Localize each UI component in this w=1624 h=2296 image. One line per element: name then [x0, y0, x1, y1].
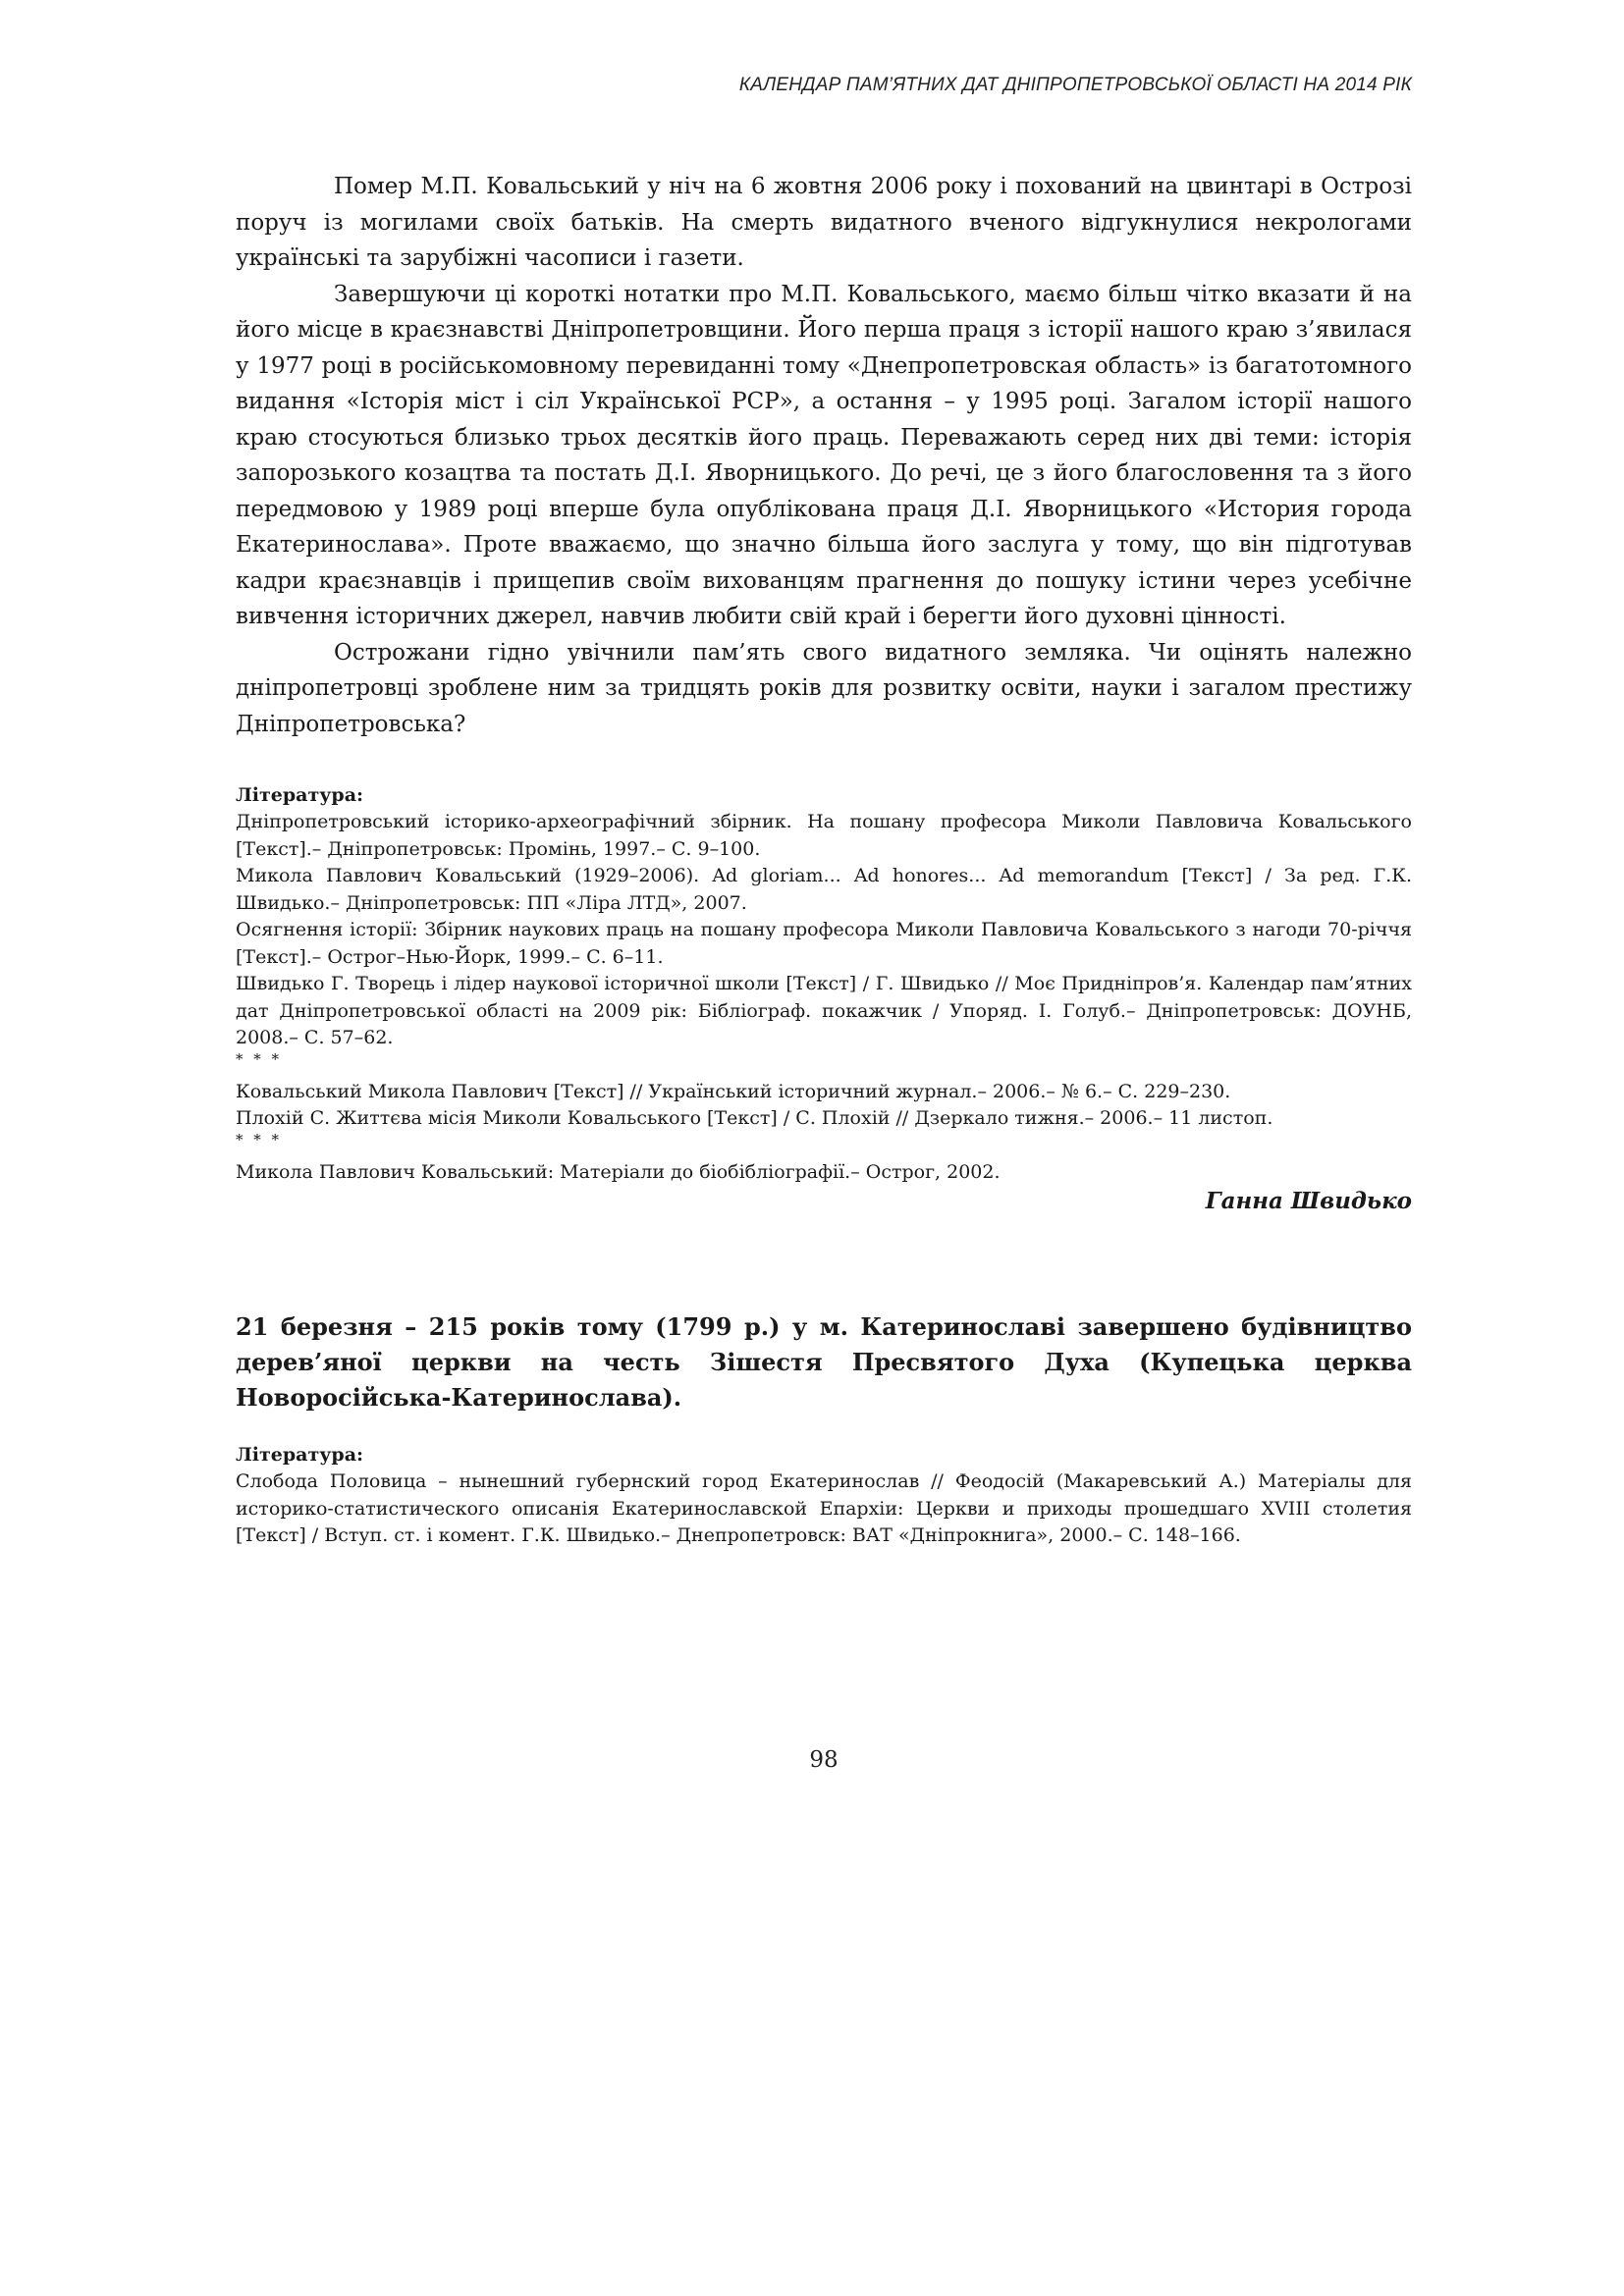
page-content — [236, 169, 1412, 1550]
event-heading: 21 березня – 215 років тому (1799 р.) у м. Катеринославі завершено будівництво дерев’яної церкви на честь Зішестя Пресвятого Духа (Купецька церква Новоросійська-Катеринослава). — [236, 1312, 1412, 1412]
section-separator: * * * — [236, 1049, 283, 1068]
body-paragraph: Острожани гідно увічнили пам’ять свого видатного земляка. Чи оцінять належно дніпропетровці зроблене ним за тридцять років для розвитку освіти, науки і загалом престижу Дніпропетровська? — [236, 639, 1412, 737]
literature-heading: Література: — [236, 784, 364, 806]
reference-item: Слобода Половица – нынешний губернский город Екатеринослав // Феодосій (Макаревський А.) Матеріалы для историко-статистического описанія Екатеринославской Епархіи: Церкви и приходы прошедшаго XVIII столетия [Текст] / Вступ. ст. і комент. Г.К. Швидько.– Днепропетровск: ВАТ «Дніпрокнига», 2000.– С. 148–166. — [236, 1470, 1412, 1546]
reference-item: Ковальський Микола Павлович [Текст] // Український історичний журнал.– 2006.– № 6.– С. 229–230. — [236, 1080, 1231, 1102]
body-paragraph: Помер М.П. Ковальський у ніч на 6 жовтня 2006 року і похований на цвинтарі в Острозі поруч із могилами своїх батьків. На смерть видатного вченого відгукнулися некрологами українські та зарубіжні часописи і газети. — [236, 174, 1412, 271]
reference-item: Микола Павлович Ковальський (1929–2006). Ad gloriam... Ad honores... Ad memorandum [Текст] / За ред. Г.К. Швидько.– Дніпропетровськ: ПП «Ліра ЛТД», 2007. — [236, 865, 1412, 914]
reference-item: Микола Павлович Ковальський: Матеріали до біобібліографії.– Острог, 2002. — [236, 1160, 1001, 1183]
literature-heading: Література: — [236, 1444, 364, 1466]
running-header: КАЛЕНДАР ПАМ’ЯТНИХ ДАТ ДНІПРОПЕТРОВСЬКОЇ ОБЛАСТІ НА 2014 РІК — [738, 75, 1412, 95]
page-number: 98 — [809, 1747, 839, 1773]
reference-item: Дніпропетровський історико-археографічний збірник. На пошану професора Миколи Павловича Ковальського [Текст].– Дніпропетровськ: Промінь, 1997.– С. 9–100. — [236, 811, 1412, 860]
body-paragraph: Завершуючи ці короткі нотатки про М.П. Ковальського, маємо більш чітко вказати й на його місце в краєзнавстві Дніпропетровщини. Його перша праця з історії нашого краю з’явилася у 1977 році в російськомовному перевиданні тому «Днепропетровская область» із багатотомного видання «Історія міст і сіл Української РСР», а остання – у 1995 році. Загалом історії нашого краю стосуються близько трьох десятків його праць. Переважають серед них дві теми: історія запорозького козацтва та постать Д.І. Яворницького. До речі, це з його благословення та з його передмовою у 1989 році вперше була опублікована праця Д.І. Яворницького «История города Екатеринослава». Проте вважаємо, що значно більша його заслуга у тому, що він підготував кадри краєзнавців і прищепив своїм вихованцям прагнення до пошуку істини через усебічне вивчення історичних джерел, навчив любити свій край і берегти його духовні цінності. — [236, 281, 1412, 629]
event-literature-section — [236, 1441, 1412, 1550]
reference-item: Швидько Г. Творець і лідер наукової історичної школи [Текст] / Г. Швидько // Моє Придніпров’я. Календар пам’ятних дат Дніпропетровської області на 2009 рік: Бібліограф. покажчик / Упоряд. І. Голуб.– Дніпропетровськ: ДОУНБ, 2008.– С. 57–62. — [236, 973, 1412, 1048]
literature-section — [236, 781, 1412, 1217]
reference-item: Плохій С. Життєва місія Миколи Ковальського [Текст] / С. Плохій // Дзеркало тижня.– 2006.– 11 листоп. — [236, 1107, 1273, 1129]
section-separator: * * * — [236, 1130, 283, 1148]
author-signature: Ганна Швидько — [1205, 1188, 1412, 1214]
reference-item: Осягнення історії: Збірник наукових праць на пошану професора Миколи Павловича Ковальського з нагоди 70-річчя [Текст].– Острог–Нью-Йорк, 1999.– С. 6–11. — [236, 919, 1412, 968]
